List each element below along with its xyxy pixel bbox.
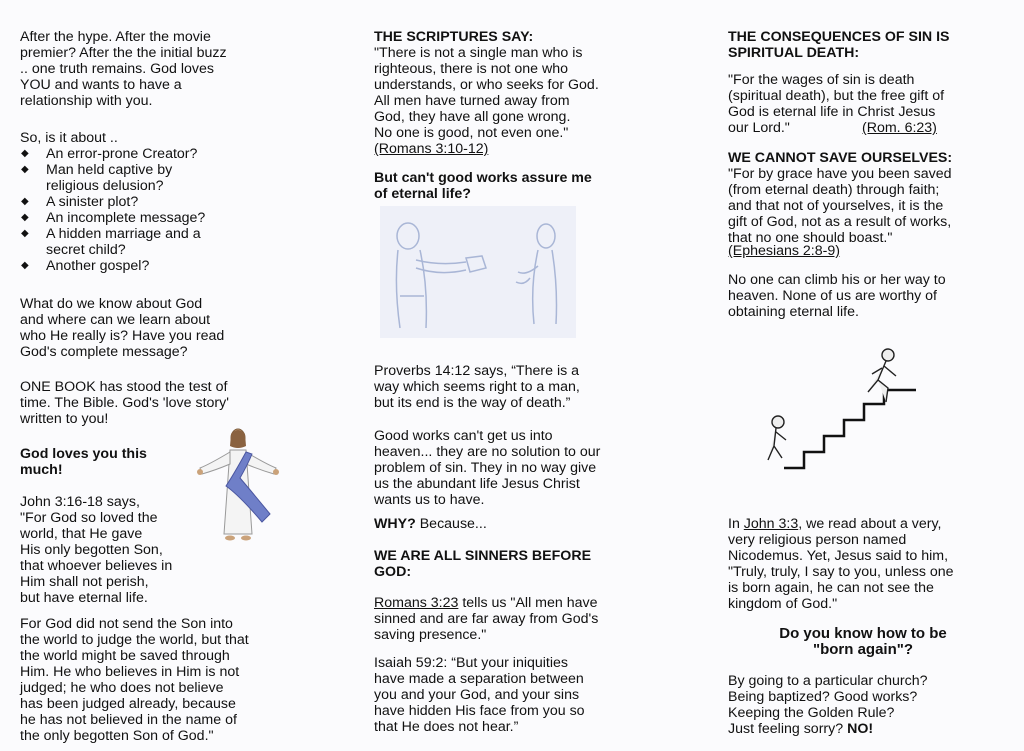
- rom-623-reference: (Rom. 6:23): [862, 120, 937, 136]
- romans-323-rest: sinned and are far away from God's saving presence.": [374, 611, 599, 643]
- stairs-climb-icon: [764, 346, 924, 476]
- bullet-icon: ◆: [21, 212, 29, 223]
- good-works-paragraph: Good works can't get us into heaven... they are no solution to our problem of sin. They in no way give us the abundant life Jesus Christ wants us to have.: [374, 428, 601, 508]
- one-book-paragraph: ONE BOOK has stood the test of time. The Bible. God's 'love story' written to you!: [20, 379, 229, 427]
- cannot-save-heading: WE CANNOT SAVE OURSELVES:: [728, 150, 953, 166]
- list-item: ◆ An error-prone Creator?: [21, 146, 198, 162]
- bullet-icon: ◆: [21, 164, 29, 175]
- consequences-heading: THE CONSEQUENCES OF SIN IS SPIRITUAL DEATH:: [728, 29, 950, 61]
- list-item: ◆ An incomplete message?: [21, 210, 206, 226]
- two-figures-icon: [380, 206, 576, 338]
- question-line: So, is it about ..: [20, 130, 118, 146]
- proverbs-paragraph: Proverbs 14:12 says, “There is a way which seems right to a man, but its end is the way of death.”: [374, 363, 580, 411]
- john-316-paragraph: John 3:16-18 says, "For God so loved the world, that He gave His only begotten Son, that whoever believes in Him shall not perish, but have eternal life.: [20, 494, 173, 606]
- bullet-icon: ◆: [21, 148, 29, 159]
- bullet-icon: ◆: [21, 260, 29, 271]
- romans-323-link[interactable]: Romans 3:23: [374, 595, 459, 611]
- good-works-heading: But can't good works assure me of eternal life?: [374, 170, 592, 202]
- bullet-list: [20, 146, 290, 274]
- born-again-heading: Do you know how to be "born again"?: [779, 625, 947, 658]
- john-33-link[interactable]: John 3:3: [743, 516, 799, 532]
- god-loves-heading: God loves you this much!: [20, 446, 147, 478]
- why-line: WHY? Because...: [374, 516, 487, 532]
- wages-quote: "For the wages of sin is death (spiritual death), but the free gift of God is eternal life in Christ Jesus our Lord.": [728, 72, 945, 136]
- list-item: ◆ Man held captive by religious delusion?: [21, 162, 173, 194]
- list-item: ◆ Another gospel?: [21, 258, 150, 274]
- no-one-climb-paragraph: No one can climb his or her way to heaven. None of us are worthy of obtaining eternal life.: [728, 272, 946, 320]
- jesus-figure-icon: [190, 424, 286, 546]
- sinners-heading: WE ARE ALL SINNERS BEFORE GOD:: [374, 548, 592, 580]
- list-item: ◆ A sinister plot?: [21, 194, 139, 210]
- romans-310-reference: (Romans 3:10-12): [374, 141, 489, 157]
- scriptures-quote: "There is not a single man who is righteous, there is not one who understands, or who seeks for God. All men have turned away from God, they have all gone wrong. No one is good, not even one.": [374, 45, 599, 141]
- ephesians-reference: (Ephesians 2:8-9): [728, 243, 840, 259]
- romans-323-line: Romans 3:23 tells us "All men have: [374, 595, 598, 611]
- what-we-know-paragraph: What do we know about God and where can we learn about who He really is? Have you read God's complete message?: [20, 296, 225, 360]
- closing-paragraph: By going to a particular church? Being baptized? Good works? Keeping the Golden Rule? Just feeling sorry? NO!: [728, 673, 928, 737]
- john-33-rest: very religious person named Nicodemus. Yet, Jesus said to him, "Truly, truly, I say to you, unless one is born again, he can not see the kingdom of God.": [728, 532, 954, 612]
- for-god-paragraph: For God did not send the Son into the world to judge the world, but that the world might be saved through Him. He who believes in Him is not judged; he who does not believe has been judged already, because he has not believed in the name of the only begotten Son of God.": [20, 616, 249, 744]
- bullet-icon: ◆: [21, 196, 29, 207]
- list-item: ◆ A hidden marriage and a secret child?: [21, 226, 201, 258]
- john-33-line: In John 3:3, we read about a very,: [728, 516, 942, 532]
- bullet-icon: ◆: [21, 228, 29, 239]
- grace-quote: "For by grace have you been saved (from eternal death) through faith; and that not of yourselves, it is the gift of God, not as a result of works, that no one should boast.": [728, 166, 952, 246]
- intro-paragraph: After the hype. After the movie premier? After the the initial buzz .. one truth remains. God loves YOU and wants to have a relationship with you.: [20, 29, 227, 109]
- isaiah-paragraph: Isaiah 59:2: “But your iniquities have made a separation between you and your God, and your sins have hidden His face from you so that He does not hear.”: [374, 655, 585, 735]
- scriptures-heading: THE SCRIPTURES SAY:: [374, 29, 534, 45]
